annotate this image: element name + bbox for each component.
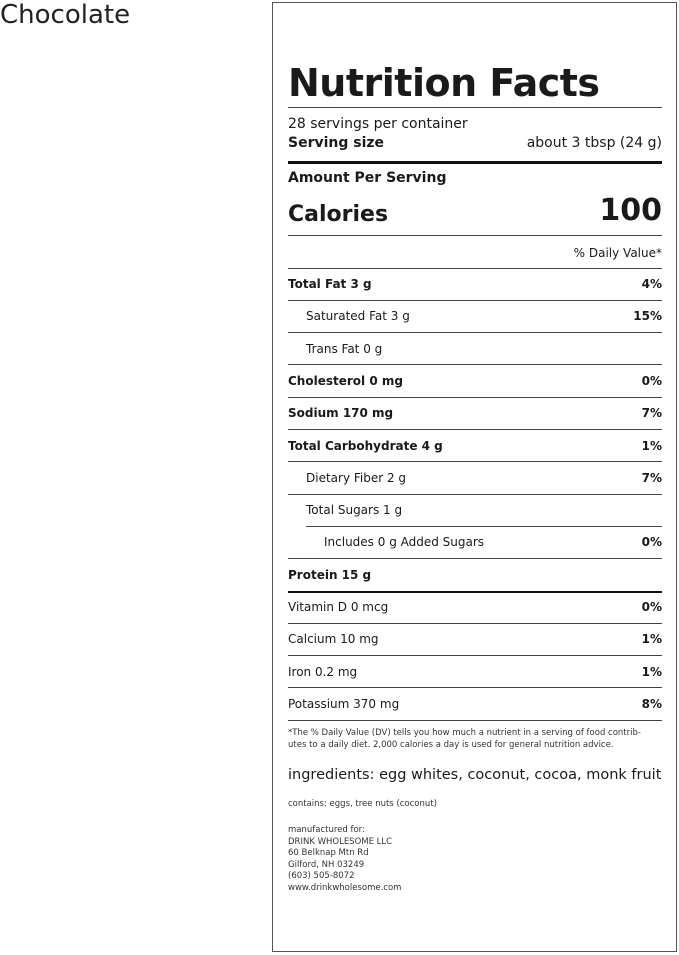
nutrient-daily-value: 7% — [641, 406, 662, 421]
manufacturer-line: manufactured for: — [288, 825, 365, 835]
divider — [288, 300, 662, 301]
nutrient-row — [306, 300, 662, 332]
nutrient-row — [288, 365, 662, 397]
nutrient-row — [288, 591, 662, 623]
nutrient-row — [306, 462, 662, 494]
nutrient-row — [288, 656, 662, 688]
nutrient-daily-value: 15% — [633, 309, 662, 324]
manufacturer-line: 60 Belknap Mtn Rd — [288, 848, 369, 859]
nutrient-row — [288, 397, 662, 429]
nutrient-daily-value: 8% — [641, 696, 662, 711]
divider — [288, 655, 662, 656]
nutrient-daily-value: 1% — [641, 632, 662, 647]
nutrient-row — [288, 559, 662, 591]
nutrient-daily-value: 0% — [641, 373, 662, 388]
nutrient-name: Total Fat 3 g — [288, 277, 372, 291]
divider — [288, 268, 662, 269]
flavor-title: Chocolate — [0, 0, 131, 30]
nutrition-facts-title: Nutrition Facts — [288, 61, 600, 105]
allergen-statement: contains: eggs, tree nuts (coconut) — [288, 799, 437, 809]
nutrient-name: Includes 0 g Added Sugars — [324, 535, 485, 550]
divider — [288, 720, 662, 721]
nutrient-name: Calcium 10 mg — [288, 632, 379, 647]
divider — [288, 461, 662, 462]
footnote-line: utes to a daily diet. 2,000 calories a day is used for general nutrition advice. — [288, 740, 614, 750]
daily-value-header: % Daily Value* — [573, 246, 662, 260]
nutrient-name: Protein 15 g — [288, 567, 372, 582]
nutrient-daily-value: 1% — [641, 664, 662, 679]
nutrient-row — [288, 430, 662, 462]
divider — [288, 429, 662, 430]
nutrient-row — [288, 623, 662, 655]
nutrient-daily-value: 7% — [641, 470, 662, 485]
divider — [288, 235, 662, 236]
divider — [288, 623, 662, 624]
nutrient-row — [288, 268, 662, 300]
nutrient-daily-value: 1% — [641, 438, 662, 453]
nutrient-name: Saturated Fat 3 g — [306, 309, 410, 324]
divider — [288, 558, 662, 559]
divider — [288, 107, 662, 108]
serving-size-label: Serving size — [288, 135, 385, 151]
nutrient-name: Total Carbohydrate 4 g — [288, 438, 443, 453]
manufacturer-line: www.drinkwholesome.com — [288, 882, 402, 893]
divider — [306, 526, 662, 527]
nutrition-label-panel — [272, 2, 677, 952]
nutrient-name: Vitamin D 0 mcg — [288, 600, 389, 614]
nutrient-name: Cholesterol 0 mg — [288, 373, 403, 388]
nutrient-daily-value: 0% — [641, 535, 662, 550]
thick-divider — [288, 161, 662, 164]
divider — [288, 364, 662, 365]
calories-value: 100 — [599, 193, 662, 228]
manufacturer-line: (603) 505-8072 — [288, 871, 355, 882]
serving-size-row — [288, 135, 662, 151]
nutrient-name: Potassium 370 mg — [288, 696, 400, 711]
manufacturer-line: Gilford, NH 03249 — [288, 859, 365, 870]
nutrient-daily-value: 4% — [641, 277, 662, 291]
serving-size-value: about 3 tbsp (24 g) — [526, 135, 662, 151]
calories-label: Calories — [288, 202, 389, 227]
servings-per-container: 28 servings per container — [288, 116, 468, 132]
divider — [288, 687, 662, 688]
nutrient-name: Trans Fat 0 g — [306, 341, 383, 356]
calories-row — [288, 195, 662, 227]
nutrient-name: Sodium 170 mg — [288, 406, 394, 421]
manufacturer-info — [288, 825, 401, 895]
nutrient-daily-value: 0% — [641, 600, 662, 614]
divider — [288, 591, 662, 594]
ingredients-text: ingredients: egg whites, coconut, cocoa, monk fruit — [288, 767, 662, 783]
nutrient-row — [306, 333, 662, 365]
amount-per-serving: Amount Per Serving — [288, 170, 447, 186]
nutrient-row — [288, 688, 662, 720]
nutrient-name: Dietary Fiber 2 g — [306, 470, 407, 485]
nutrient-name: Iron 0.2 mg — [288, 664, 358, 679]
footnote-line: *The % Daily Value (DV) tells you how much a nutrient in a serving of food contrib- — [288, 728, 641, 738]
daily-value-footnote — [288, 727, 658, 751]
divider — [288, 332, 662, 333]
divider — [288, 397, 662, 398]
divider — [288, 494, 662, 495]
nutrient-name: Total Sugars 1 g — [306, 503, 403, 518]
nutrient-row — [306, 494, 662, 526]
nutrient-row — [324, 526, 662, 558]
manufacturer-line: DRINK WHOLESOME LLC — [288, 836, 393, 847]
